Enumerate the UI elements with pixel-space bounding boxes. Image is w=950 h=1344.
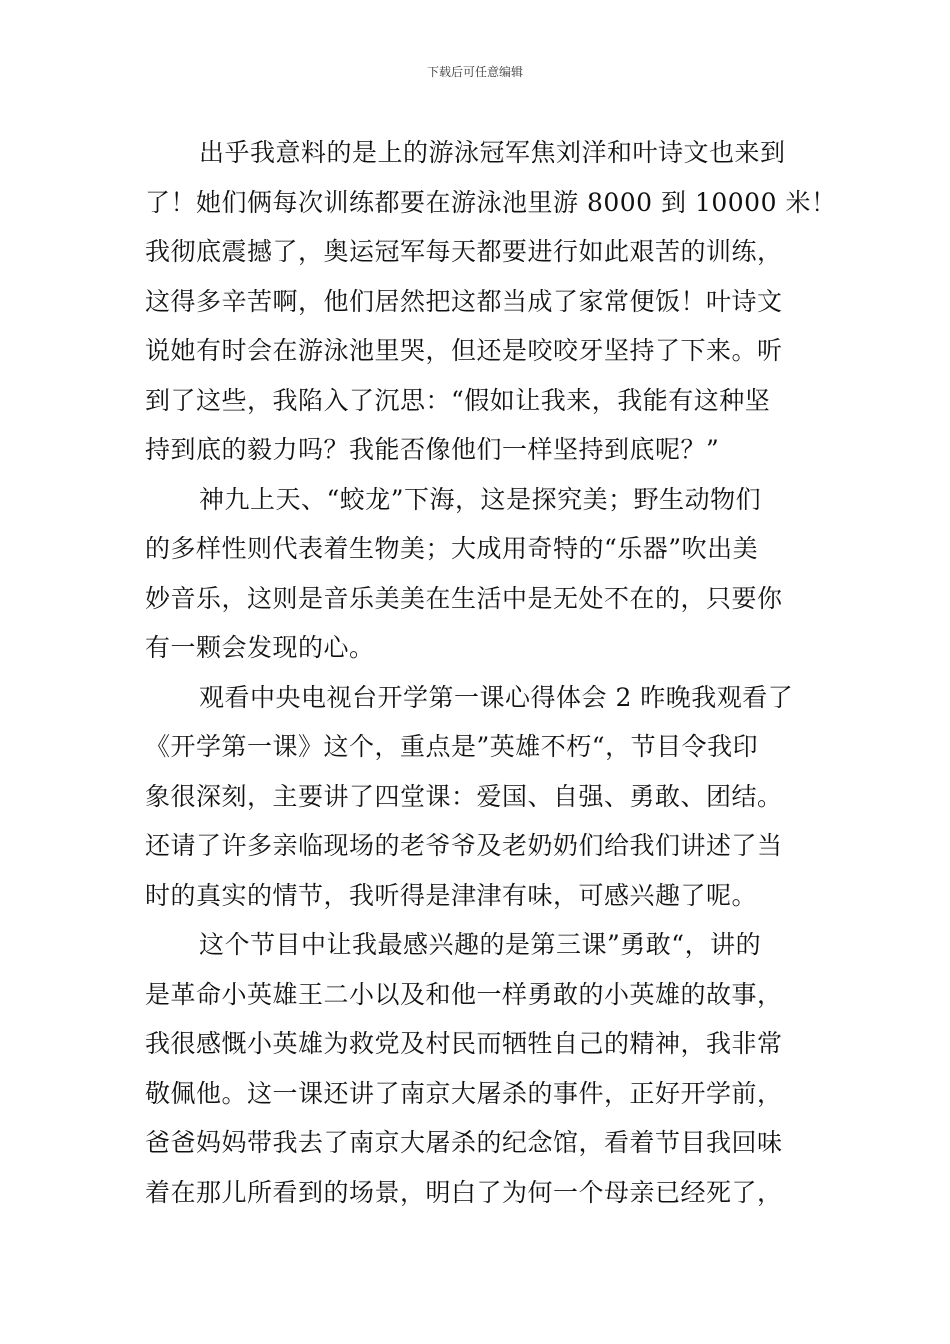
- paragraph: [145, 128, 837, 475]
- text-line: 有一颗会发现的心。: [145, 633, 375, 662]
- text-line: 持到底的毅力吗？我能否像他们一样坚持到底呢？”: [145, 435, 720, 464]
- text-line: 时的真实的情节，我听得是津津有味，可感兴趣了呢。: [145, 880, 758, 910]
- text-line: 我彻底震撼了，奥运冠军每天都要进行如此艰苦的训练，: [145, 237, 783, 266]
- text-line: 《开学第一课》这个，重点是”英雄不朽“，节目令我印: [145, 732, 759, 761]
- text-line: 是革命小英雄王二小以及和他一样勇敢的小英雄的故事，: [145, 979, 783, 1009]
- text-line: 神九上天、“蛟龙”下海，这是探究美；野生动物们: [199, 484, 762, 514]
- document-body: [145, 128, 837, 1217]
- text-line: 敬佩他。这一课还讲了南京大屠杀的事件，正好开学前，: [145, 1078, 783, 1108]
- text-line: 象很深刻，主要讲了四堂课：爱国、自强、勇敢、团结。: [145, 781, 783, 811]
- text-line: 的多样性则代表着生物美；大成用奇特的“乐器”吹出美: [145, 534, 759, 563]
- text-line: 这得多辛苦啊，他们居然把这都当成了家常便饭！叶诗文: [145, 286, 783, 316]
- text-line: 爸爸妈妈带我去了南京大屠杀的纪念馆，看着节目我回味: [145, 1128, 783, 1157]
- text-line: 这个节目中让我最感兴趣的是第三课”勇敢“，讲的: [199, 930, 762, 959]
- text-line: 说她有时会在游泳池里哭，但还是咬咬牙坚持了下来。听: [145, 336, 783, 365]
- paragraph: [145, 673, 807, 921]
- paragraph: [145, 920, 807, 1217]
- text-line: 妙音乐，这则是音乐美美在生活中是无处不在的，只要你: [145, 583, 783, 613]
- page-header: 下载后可任意编辑: [426, 65, 523, 79]
- text-line: 到了这些，我陷入了沉思：“假如让我来，我能有这种坚: [145, 385, 771, 415]
- text-line: 观看中央电视台开学第一课心得体会 2 昨晚我观看了: [199, 682, 794, 712]
- text-line: 我很感慨小英雄为救党及村民而牺牲自己的精神，我非常: [145, 1029, 783, 1058]
- text-line: 了！她们俩每次训练都要在游泳池里游 8000 到 10000 米！: [145, 187, 837, 217]
- text-line: 出乎我意料的是上的游泳冠军焦刘洋和叶诗文也来到: [199, 138, 786, 167]
- text-line: 还请了许多亲临现场的老爷爷及老奶奶们给我们讲述了当: [145, 831, 783, 860]
- paragraph: [145, 475, 807, 673]
- text-line: 着在那儿所看到的场景，明白了为何一个母亲已经死了，: [145, 1177, 783, 1207]
